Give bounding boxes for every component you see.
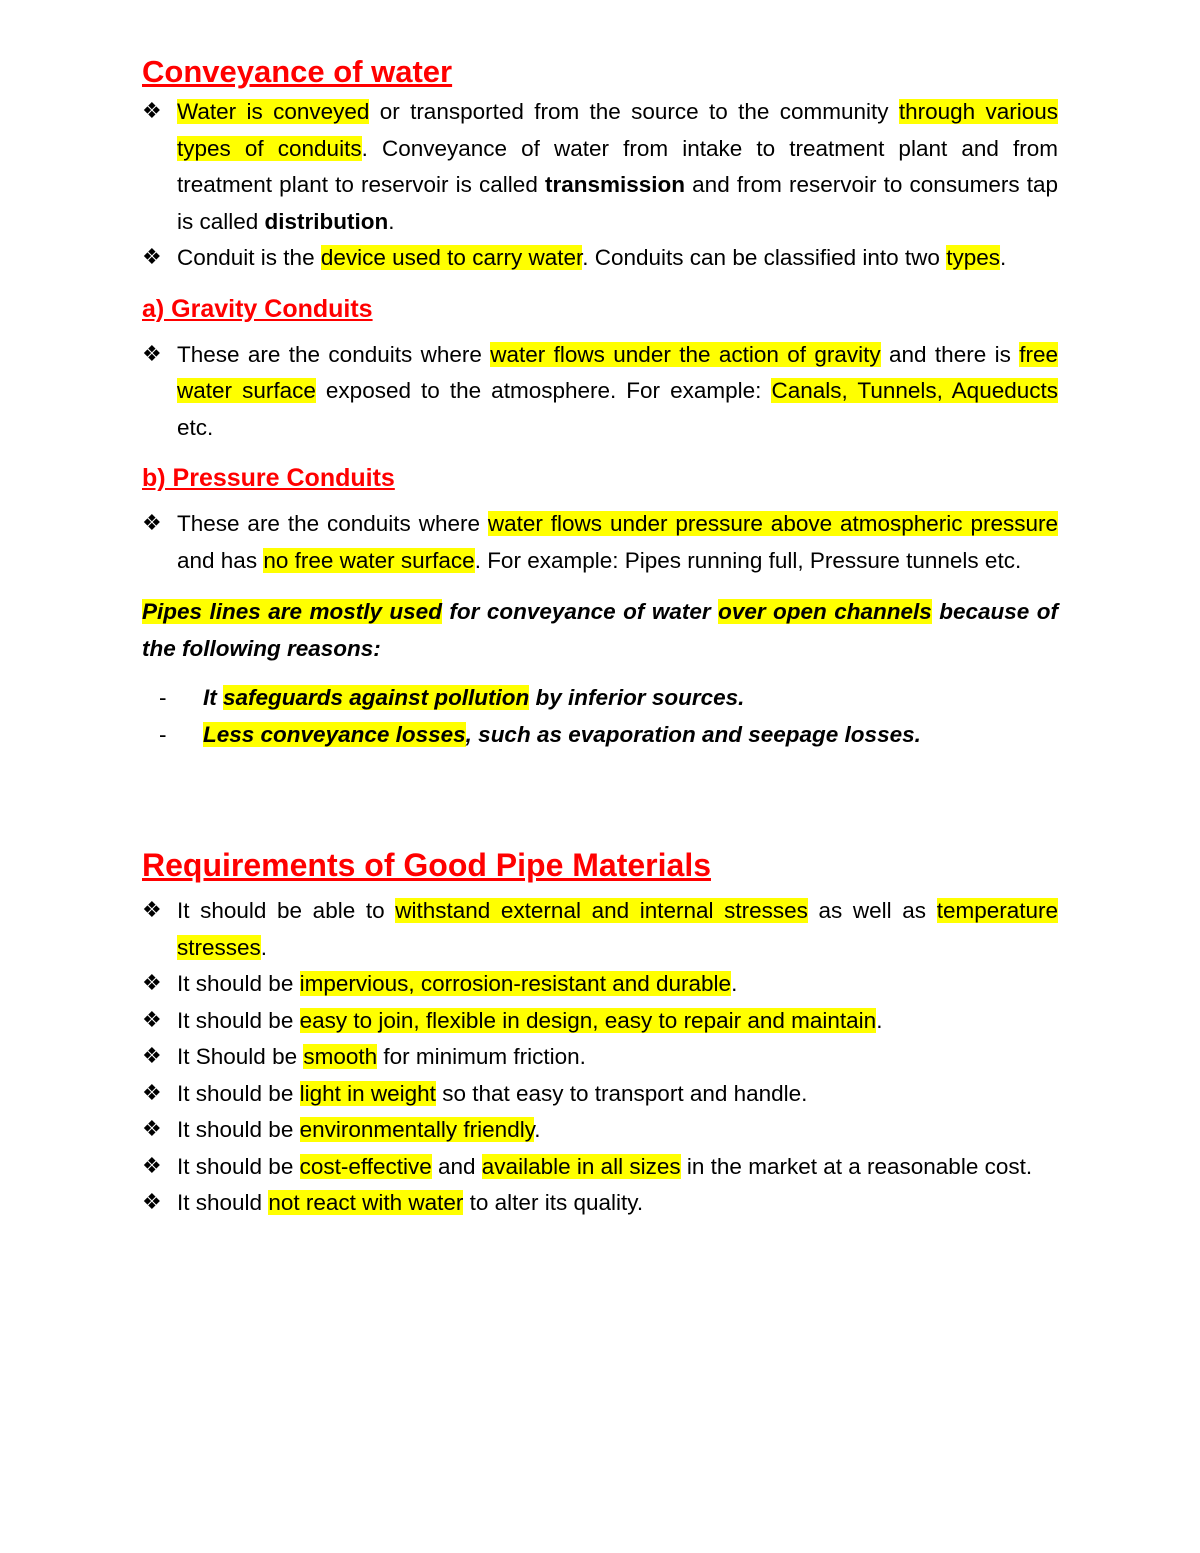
bullet-item: ❖ It Should be smooth for minimum friction. bbox=[142, 1039, 1058, 1076]
section-title-conveyance: Conveyance of water bbox=[142, 54, 453, 89]
diamond-bullet-icon: ❖ bbox=[142, 1153, 162, 1179]
reason-item: - Less conveyance losses, such as evaporation and seepage losses. bbox=[142, 716, 1058, 753]
diamond-bullet-icon: ❖ bbox=[142, 898, 162, 923]
diamond-bullet-icon: ❖ bbox=[142, 1117, 162, 1142]
gravity-bullets bbox=[142, 337, 1058, 447]
diamond-bullet-icon: ❖ bbox=[142, 245, 162, 270]
reasons-list bbox=[142, 679, 1058, 753]
subheading-gravity-conduits: a) Gravity Conduits bbox=[142, 294, 373, 323]
dash-marker: - bbox=[159, 722, 167, 747]
requirements-bullets bbox=[142, 893, 1058, 1222]
document-page bbox=[142, 52, 1058, 1222]
diamond-bullet-icon: ❖ bbox=[142, 1080, 162, 1106]
bullet-item: ❖ These are the conduits where water flows under the action of gravity and there is free water surface exposed to the atmosphere. For example: Canals, Tunnels, Aqueducts etc. bbox=[142, 337, 1058, 447]
reason-item: - It safeguards against pollution by inferior sources. bbox=[142, 679, 1058, 716]
diamond-bullet-icon: ❖ bbox=[142, 99, 162, 124]
bullet-item: ❖ It should be easy to join, flexible in design, easy to repair and maintain. bbox=[142, 1003, 1058, 1040]
pressure-bullets bbox=[142, 506, 1058, 579]
diamond-bullet-icon: ❖ bbox=[142, 341, 162, 367]
bullet-item: ❖ It should be environmentally friendly. bbox=[142, 1112, 1058, 1149]
diamond-bullet-icon: ❖ bbox=[142, 971, 162, 996]
bullet-item: ❖ It should be impervious, corrosion-resistant and durable. bbox=[142, 966, 1058, 1003]
dash-marker: - bbox=[159, 685, 167, 710]
diamond-bullet-icon: ❖ bbox=[142, 511, 162, 536]
diamond-bullet-icon: ❖ bbox=[142, 1044, 162, 1069]
bullet-item: ❖ Water is conveyed or transported from the source to the community through various types of conduits. Conveyance of water from intake to treatment plant and from treatment plant to reservoir is called transmission and from reservoir to consumers tap is called distribution. bbox=[142, 94, 1058, 240]
diamond-bullet-icon: ❖ bbox=[142, 1007, 162, 1033]
bullet-item: ❖ It should be light in weight so that easy to transport and handle. bbox=[142, 1076, 1058, 1113]
subheading-pressure-conduits: b) Pressure Conduits bbox=[142, 464, 395, 492]
conveyance-bullets bbox=[142, 94, 1058, 277]
bullet-item: ❖ It should be able to withstand external and internal stresses as well as temperature stresses. bbox=[142, 893, 1058, 966]
bullet-item: ❖ It should not react with water to alter its quality. bbox=[142, 1185, 1058, 1222]
reasons-paragraph: Pipes lines are mostly used for conveyance of water over open channels because of the following reasons: bbox=[142, 599, 1059, 661]
diamond-bullet-icon: ❖ bbox=[142, 1190, 162, 1215]
bullet-item: ❖ These are the conduits where water flows under pressure above atmospheric pressure and has no free water surface. For example: Pipes running full, Pressure tunnels etc. bbox=[142, 506, 1058, 579]
section-title-requirements: Requirements of Good Pipe Materials bbox=[142, 847, 711, 883]
bullet-item: ❖ Conduit is the device used to carry water. Conduits can be classified into two types. bbox=[142, 240, 1058, 277]
bullet-item: ❖ It should be cost-effective and available in all sizes in the market at a reasonable cost. bbox=[142, 1149, 1058, 1186]
